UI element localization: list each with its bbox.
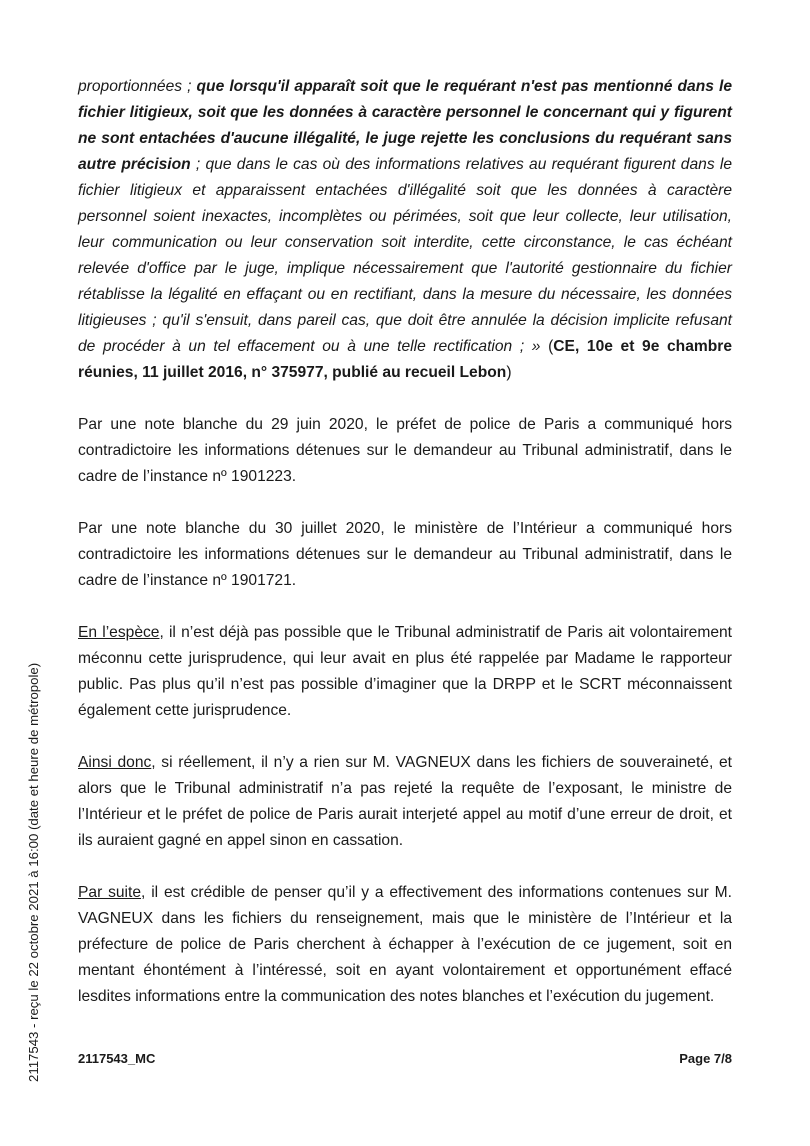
- paragraph-note-blanche-ministere: [78, 516, 732, 594]
- citation-open-paren: (: [548, 338, 554, 355]
- page-number: Page 7/8: [679, 1051, 732, 1066]
- paragraph-text: , il est crédible de penser qu’il y a effectivement des informations contenues sur M. VAGNEUX dans les fichiers du renseignement, mais que le ministère de l’Intérieur et la préfecture de police de Paris cherchent à échapper à l’exécution de ce jugement, soit en mentant éhontément à l’intéressé, soit en ayant volontairement et opportunément effacé lesdites informations entre la communication des notes blanches et l’exécution du jugement.: [78, 884, 732, 1005]
- jurisprudence-quote: [78, 74, 732, 386]
- paragraph-lead: Ainsi donc: [78, 754, 152, 771]
- quote-segment: proportionnées ;: [78, 78, 197, 95]
- receipt-stamp: 2117543 - reçu le 22 octobre 2021 à 16:00 (date et heure de métropole): [26, 662, 41, 1082]
- case-citation: CE, 10e et 9e chambre réunies, 11 juillet 2016, n° 375977, publié au recueil Lebon: [78, 338, 732, 381]
- document-body: [78, 74, 732, 1036]
- paragraph-en-lespece: [78, 620, 732, 724]
- paragraph-lead: En l’espèce: [78, 624, 160, 641]
- paragraph-ainsi-donc: [78, 750, 732, 854]
- quote-segment-emphasis: que lorsqu'il apparaît soit que le requérant n'est pas mentionné dans le fichier litigieux, soit que les données à caractère personnel le concernant qui y figurent ne sont entachées d'aucune illégalité, le juge rejette les conclusions du requérant sans autre précision: [78, 78, 732, 173]
- paragraph-lead: Par suite: [78, 884, 142, 901]
- citation-close-paren: ): [506, 364, 512, 381]
- paragraph-note-blanche-prefet: [78, 412, 732, 490]
- document-reference: 2117543_MC: [78, 1051, 156, 1066]
- paragraph-text: , il n’est déjà pas possible que le Tribunal administratif de Paris ait volontairement méconnu cette jurisprudence, qui leur avait en plus été rappelée par Madame le rapporteur public. Pas plus qu’il n’est pas possible d’imaginer que la DRPP et le SCRT méconnaissent également cette jurisprudence.: [78, 624, 733, 719]
- page-footer: [78, 1051, 732, 1066]
- paragraph-par-suite: [78, 880, 732, 1010]
- paragraph-text: Par une note blanche du 30 juillet 2020, le ministère de l’Intérieur a communiqué hors contradictoire les informations détenues sur le demandeur au Tribunal administratif, dans le cadre de l’instance nº 1901721.: [78, 520, 732, 589]
- quote-segment: ; que dans le cas où des informations relatives au requérant figurent dans le fichier litigieux et apparaissent entachées d'illégalité soit que les données à caractère personnel soient inexactes, incomplètes ou périmées, soit que leur collecte, leur utilisation, leur communication ou leur conservation soit interdite, cette circonstance, le cas échéant relevée d'office par le juge, implique nécessairement que l'autorité gestionnaire du fichier rétablisse la légalité en effaçant ou en rectifiant, dans la mesure du nécessaire, les données litigieuses ; qu'il s'ensuit, dans pareil cas, que doit être annulée la décision implicite refusant de procéder à un tel effacement ou à une telle rectification ; »: [78, 156, 732, 355]
- paragraph-text: Par une note blanche du 29 juin 2020, le préfet de police de Paris a communiqué hors contradictoire les informations détenues sur le demandeur au Tribunal administratif, dans le cadre de l’instance nº 1901223.: [78, 416, 732, 485]
- paragraph-text: , si réellement, il n’y a rien sur M. VAGNEUX dans les fichiers de souveraineté, et alors que le Tribunal administratif n’a pas rejeté la requête de l’exposant, le ministre de l’Intérieur et le préfet de police de Paris aurait interjeté appel au motif d’une erreur de droit, et ils auraient gagné en appel sinon en cassation.: [78, 754, 732, 849]
